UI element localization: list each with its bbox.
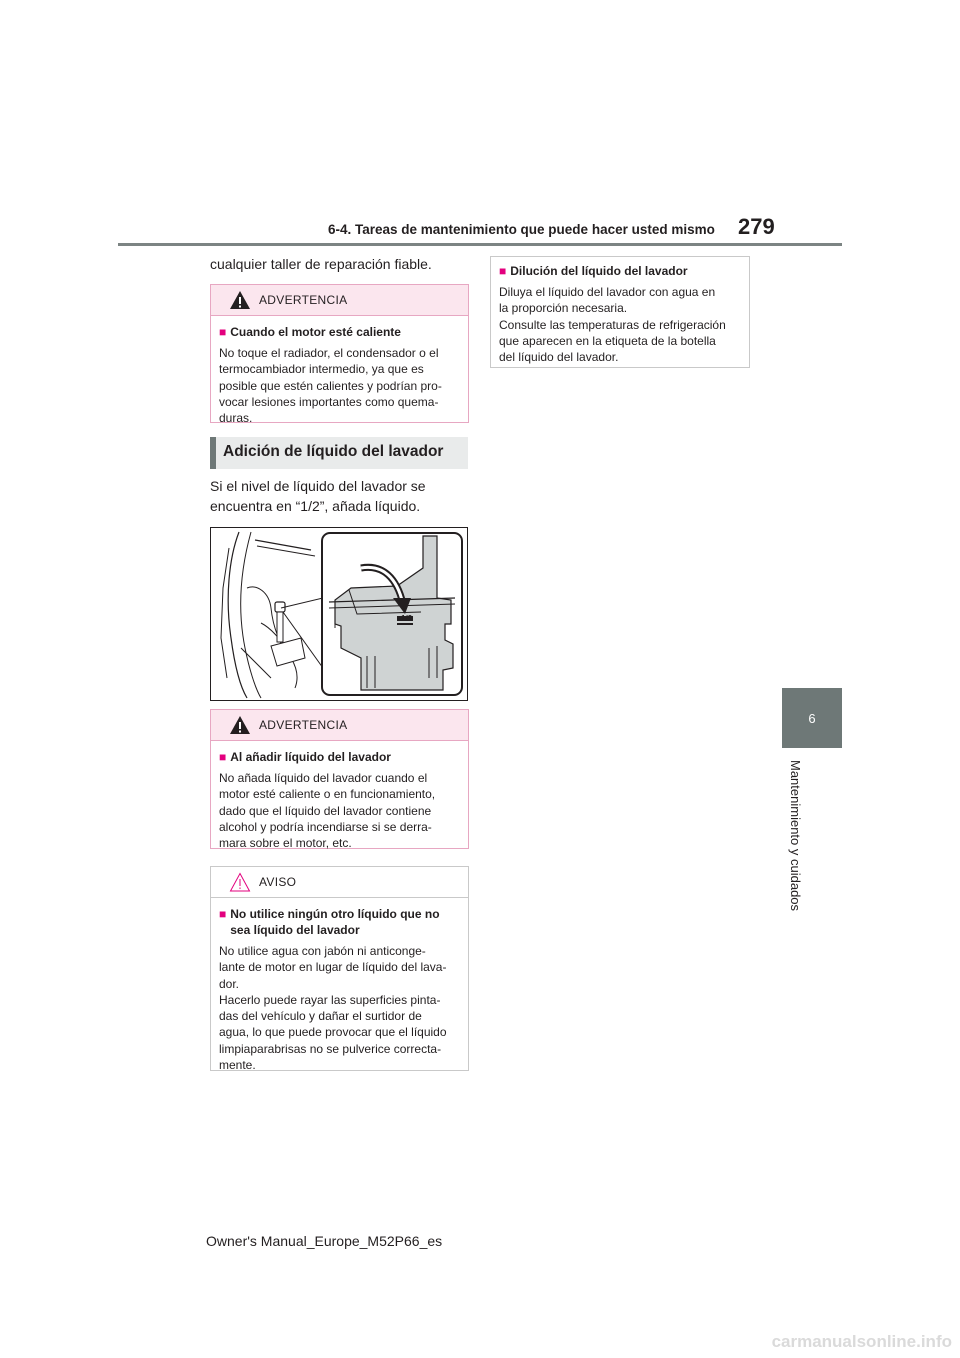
dilution-subheading-text: Dilución del líquido del lavador (510, 264, 688, 278)
square-bullet-icon: ■ (219, 750, 227, 764)
warning-subheading-text: Cuando el motor esté caliente (230, 325, 401, 339)
manual-id-footer: Owner's Manual_Europe_M52P66_es (206, 1233, 443, 1249)
engine-bay-drawing (211, 528, 467, 700)
notice-header (211, 867, 468, 898)
chapter-tab (782, 688, 842, 748)
washer-reservoir-illustration (210, 527, 468, 701)
notice-subheading (219, 906, 460, 938)
dilution-box (490, 256, 750, 368)
chapter-title: Mantenimiento y cuidados (788, 760, 803, 912)
notice-box (210, 866, 469, 1071)
warning-header (211, 285, 468, 316)
caution-triangle-icon (229, 872, 251, 892)
section-body-line-1: Si el nivel de líquido del lavador se (210, 478, 426, 494)
watermark: carmanualsonline.info (771, 1332, 952, 1351)
warning-triangle-icon (229, 290, 251, 310)
warning-label: ADVERTENCIA (259, 293, 348, 307)
intro-text: cualquier taller de reparación fiable. (210, 256, 432, 272)
section-heading-title: Adición de líquido del lavador (223, 443, 444, 460)
notice-subheading-text (230, 906, 439, 938)
dilution-subheading (499, 263, 741, 279)
dilution-text: Diluya el líquido del lavador con agua en la proporción necesaria. Consulte las temperaturas de refrigeración que aparecen en la etiqueta de la botella del líquido del lavador. (499, 285, 726, 365)
square-bullet-icon: ■ (219, 907, 227, 921)
notice-text: No utilice agua con jabón ni anticonge- lante de motor en lugar de líquido del lava- dor. Hacerlo puede rayar las superficies pinta- das del vehículo y dañar el surtidor de agua, lo que puede provocar que el líquido limpiaparabrisas no se pulverice correcta- mente. (219, 944, 447, 1073)
notice-subheading-line-1: No utilice ningún otro líquido que no (230, 907, 440, 921)
section-body-line-2: encuentra en “1/2”, añada líquido. (210, 498, 421, 514)
warning-box-hot-engine (210, 284, 469, 426)
warning-header (211, 710, 468, 741)
notice-label: AVISO (259, 875, 297, 889)
notice-subheading-line-2: sea líquido del lavador (230, 923, 360, 937)
page-number: 279 (738, 214, 775, 239)
level-label: 1/2 (401, 614, 413, 623)
warning-text: No añada líquido del lavador cuando el motor esté caliente o en funcionamiento, dado que el líquido del lavador contiene alcohol y podría incendiarse si se derra- mara sobre el motor, etc. (219, 771, 436, 851)
warning-triangle-icon (229, 715, 251, 735)
warning-text: No toque el radiador, el condensador o el termocambiador intermedio, ya que es posible que estén calientes y podrían pro- vocar lesiones importantes como quema- duras. (219, 346, 442, 426)
section-header-title: 6-4. Tareas de mantenimiento que puede hacer usted mismo (328, 222, 715, 237)
section-heading-bar (210, 437, 216, 469)
header-rule (118, 243, 842, 246)
warning-subheading (219, 749, 460, 765)
warning-subheading (219, 324, 460, 340)
warning-label: ADVERTENCIA (259, 718, 348, 732)
square-bullet-icon: ■ (219, 325, 227, 339)
warning-subheading-text: Al añadir líquido del lavador (230, 750, 391, 764)
section-heading (210, 437, 468, 469)
warning-box-adding-fluid (210, 709, 469, 849)
square-bullet-icon: ■ (499, 264, 507, 278)
chapter-number: 6 (808, 710, 816, 726)
